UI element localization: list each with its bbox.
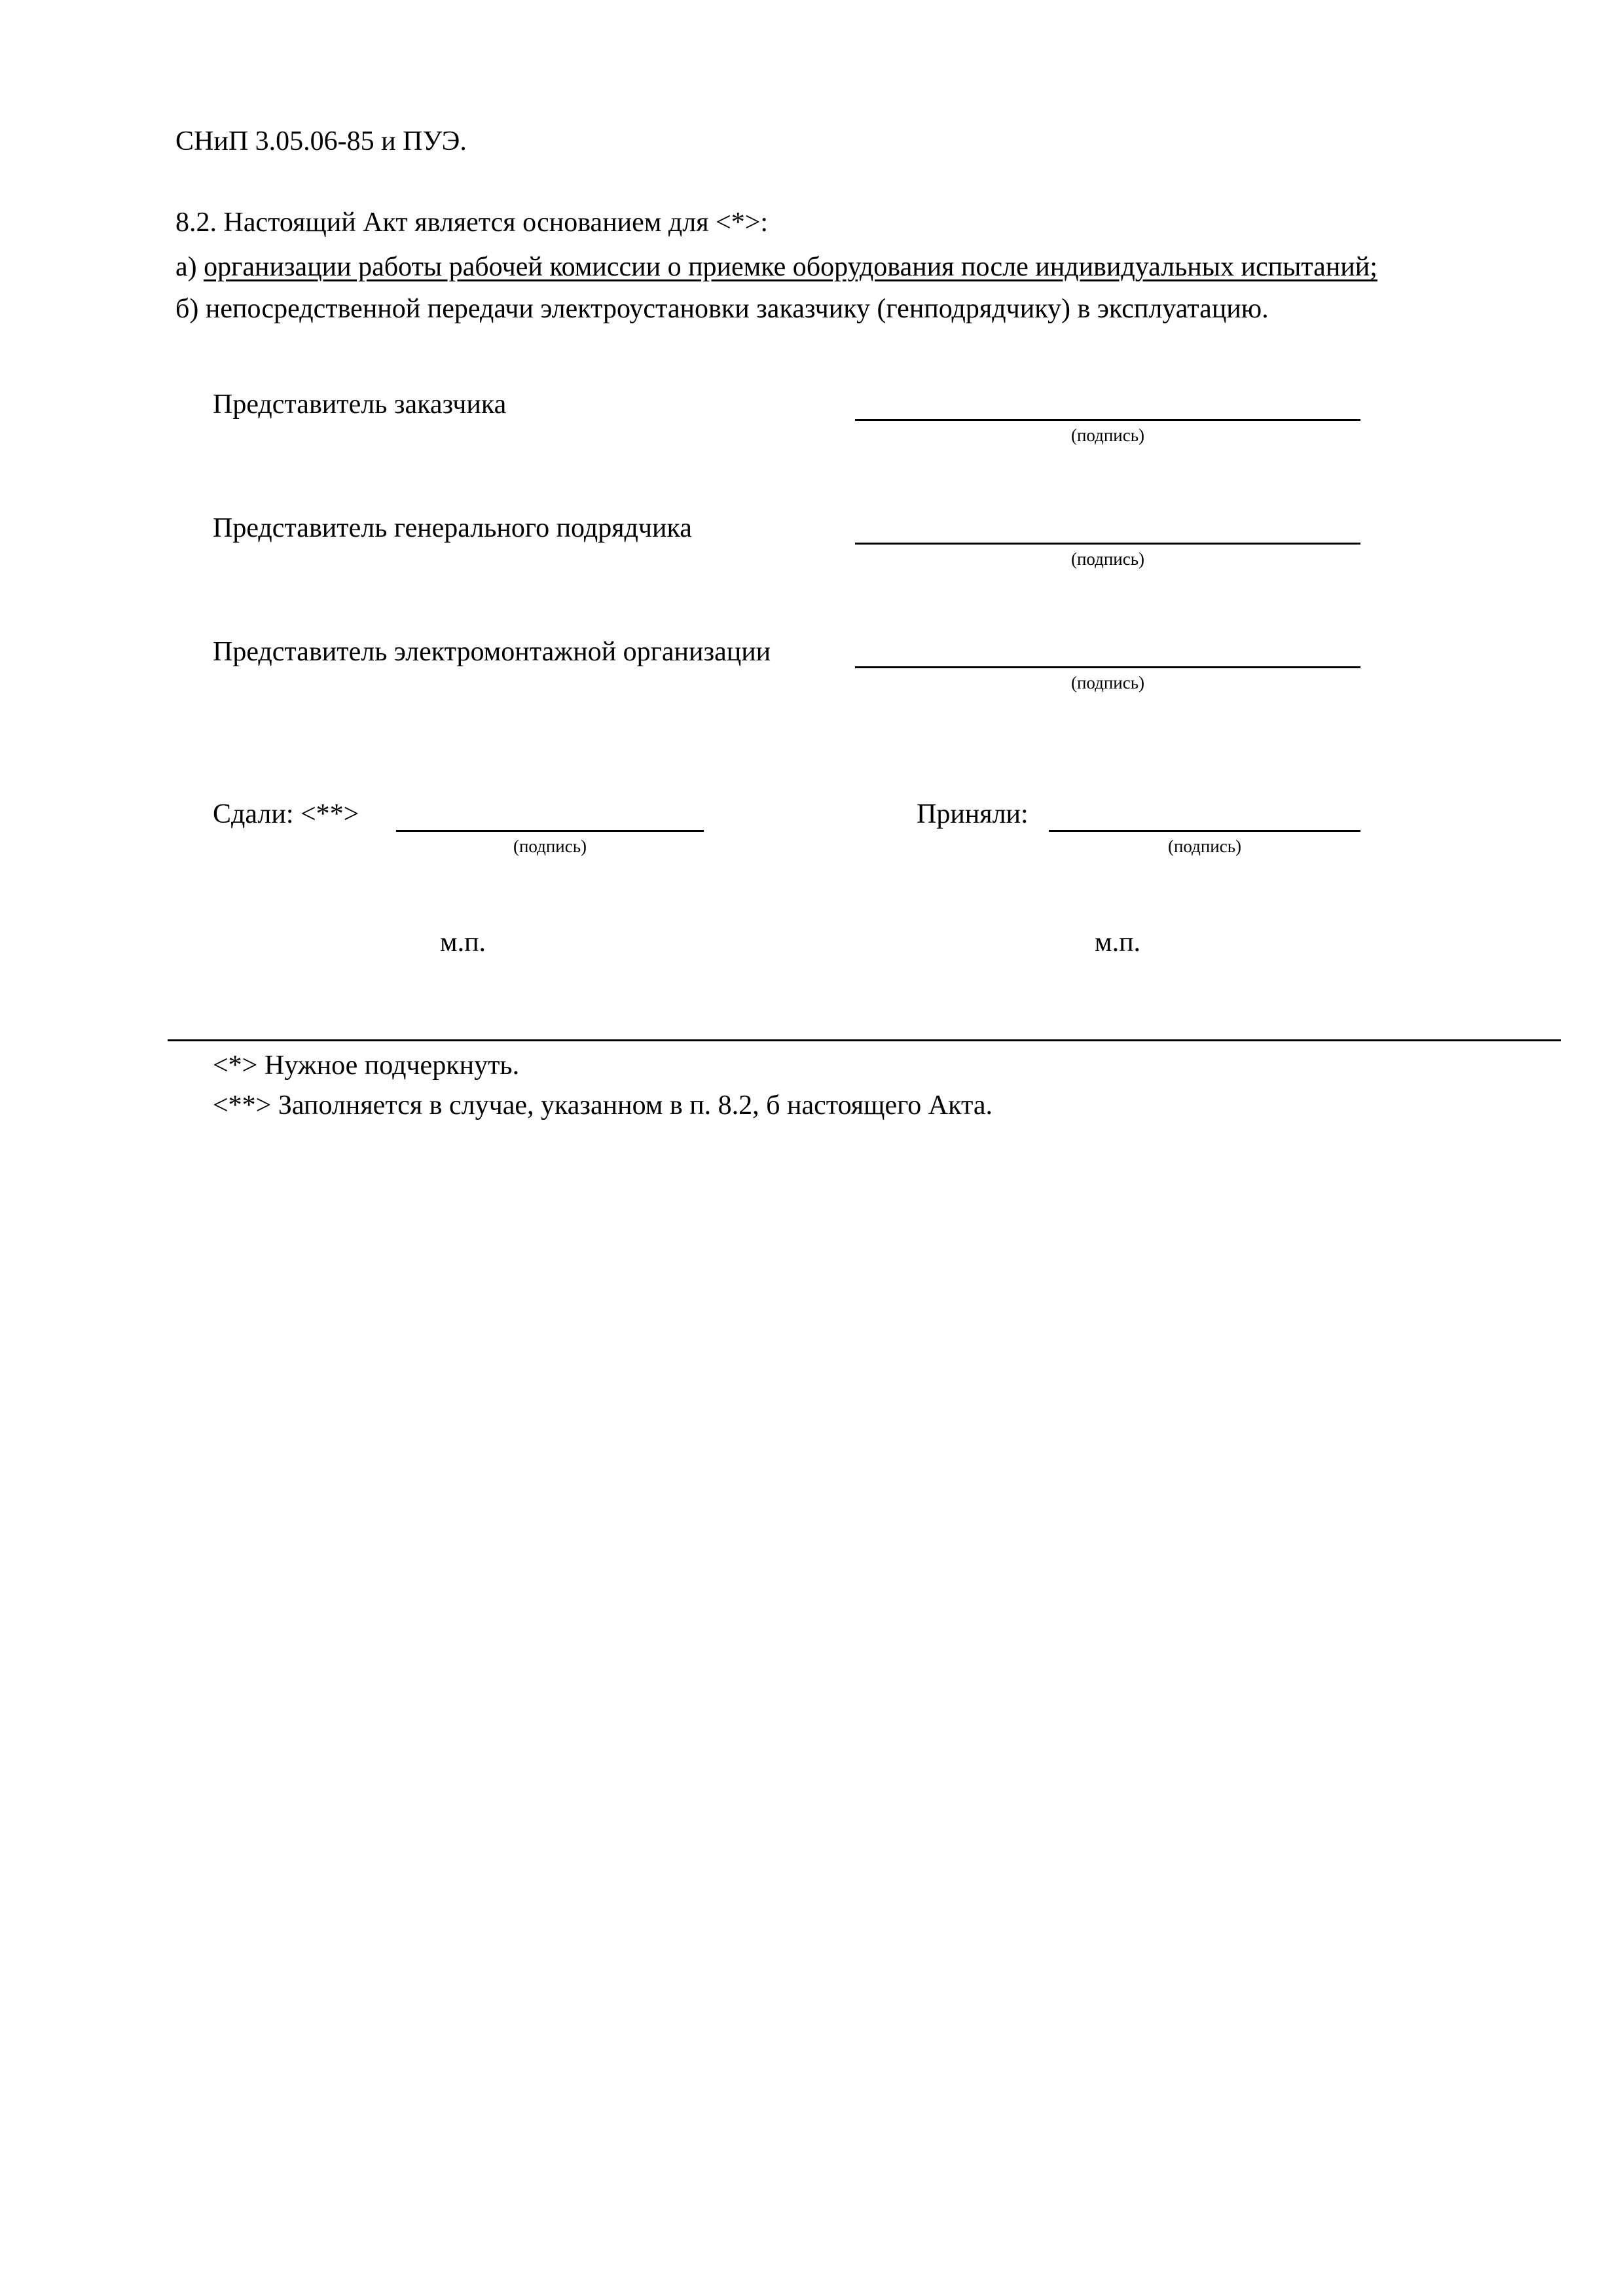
clause-heading: 8.2. Настоящий Акт является основанием для <*>: xyxy=(175,207,769,238)
signature-label: Представитель электромонтажной организации xyxy=(213,637,771,667)
footnote-1: <*> Нужное подчеркнуть. xyxy=(213,1050,520,1081)
signature-line[interactable] xyxy=(855,666,1360,668)
signature-caption: (подпись) xyxy=(1070,673,1145,692)
gave-signature-caption: (подпись) xyxy=(513,836,587,856)
received-signature-caption: (подпись) xyxy=(1167,836,1242,856)
signature-line[interactable] xyxy=(855,419,1360,421)
footnote-2: <**> Заполняется в случае, указанном в п. 8.2, б настоящего Акта. xyxy=(213,1090,993,1121)
clause-item-a-prefix: а) xyxy=(175,252,204,282)
signature-caption: (подпись) xyxy=(1070,549,1145,569)
signature-label: Представитель заказчика xyxy=(213,389,507,420)
signature-line[interactable] xyxy=(855,543,1360,545)
received-signature-line[interactable] xyxy=(1049,830,1360,832)
clause-item-a xyxy=(175,251,1377,283)
received-label: Приняли: xyxy=(917,799,1029,829)
gave-label: Сдали: <**> xyxy=(213,799,359,829)
standard-reference: СНиП 3.05.06-85 и ПУЭ. xyxy=(175,126,467,156)
signature-label: Представитель генерального подрядчика xyxy=(213,513,692,543)
signature-caption: (подпись) xyxy=(1070,425,1145,445)
stamp-place-right: м.п. xyxy=(1095,927,1141,958)
clause-item-b: б) непосредственной передачи электроустановки заказчику (генподрядчику) в эксплуатацию. xyxy=(175,294,1269,324)
gave-signature-line[interactable] xyxy=(396,830,704,832)
clause-item-a-text: организации работы рабочей комиссии о приемке оборудования после индивидуальных испытаний; xyxy=(204,252,1377,282)
stamp-place-left: м.п. xyxy=(440,927,486,958)
footnote-separator xyxy=(168,1039,1561,1041)
